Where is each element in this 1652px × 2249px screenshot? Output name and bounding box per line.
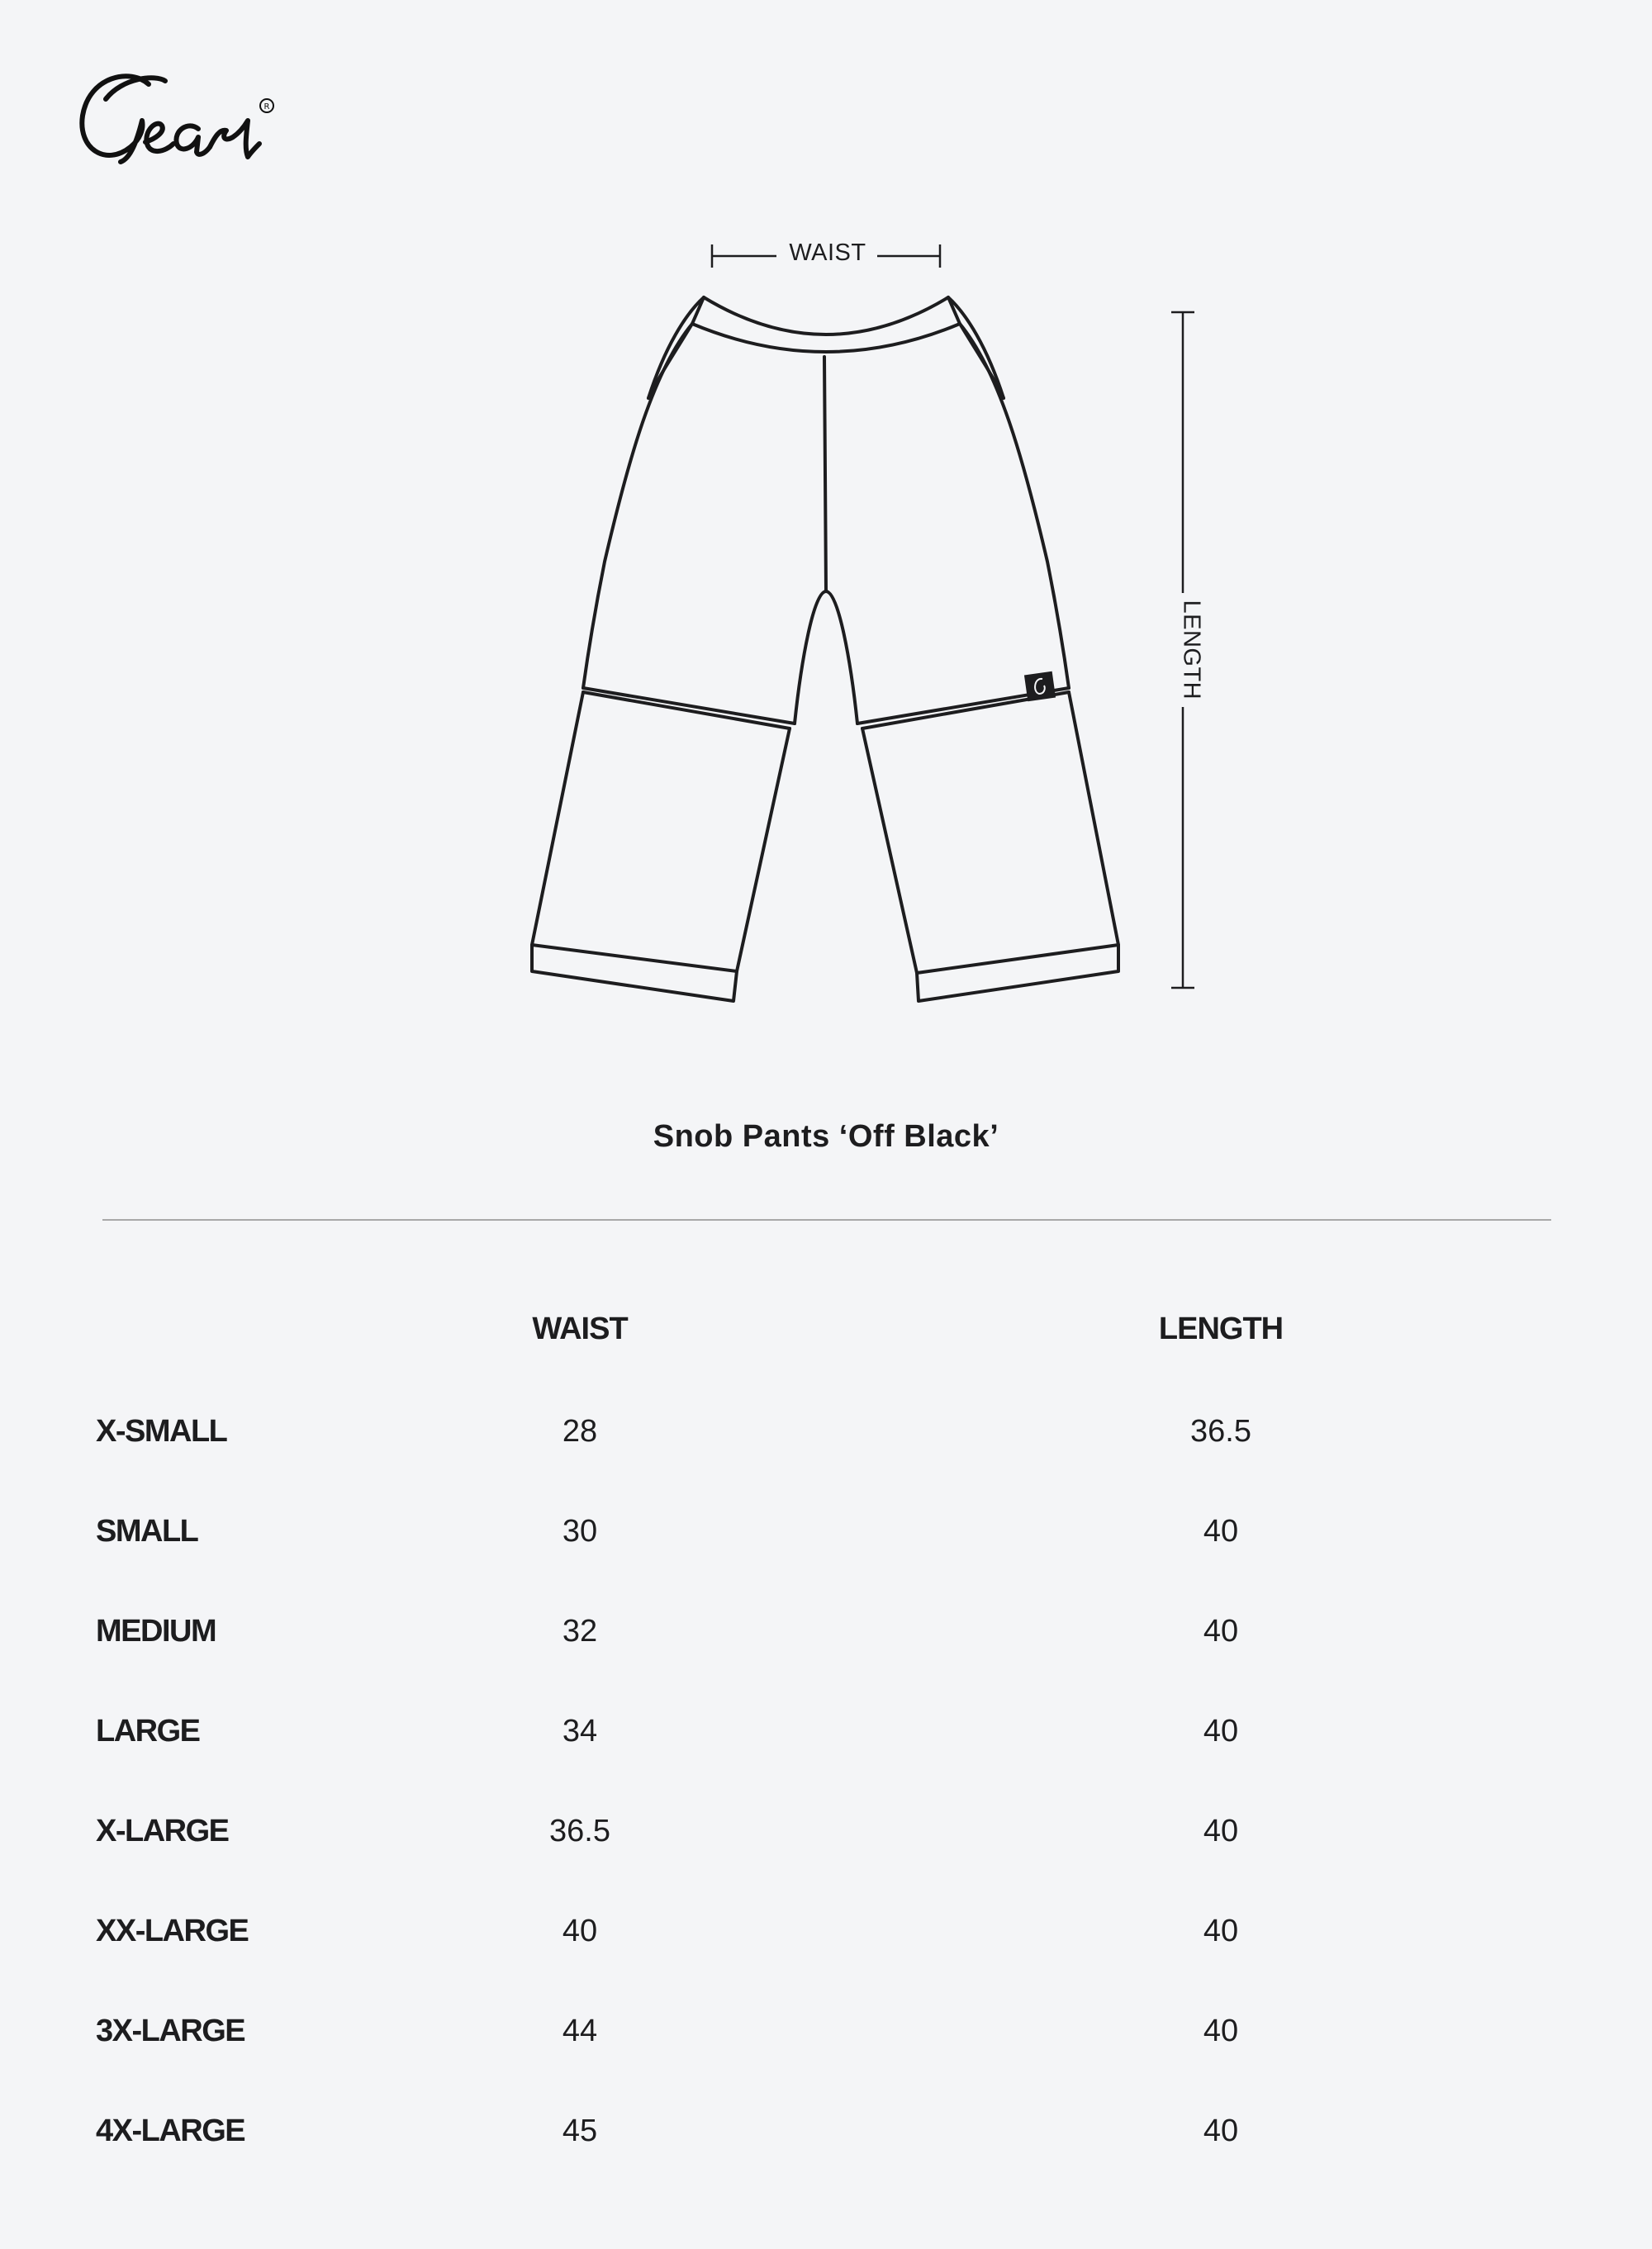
- product-title: Snob Pants ‘Off Black’: [653, 1119, 999, 1154]
- size-label: 4X-LARGE: [96, 2114, 245, 2148]
- length-value: 40: [1203, 1514, 1239, 1549]
- size-label: 3X-LARGE: [96, 2014, 245, 2048]
- table-row: [0, 2114, 1652, 2163]
- waist-value: 30: [562, 1514, 598, 1549]
- waist-value: 28: [562, 1414, 598, 1449]
- size-label: SMALL: [96, 1514, 198, 1549]
- length-dimension-label: LENGTH: [1178, 600, 1205, 700]
- label-tag-icon: [1024, 671, 1056, 701]
- size-label: X-SMALL: [96, 1414, 227, 1449]
- length-value: 40: [1203, 1614, 1239, 1649]
- length-column-header: LENGTH: [1158, 1312, 1284, 1346]
- length-value: 40: [1203, 1914, 1239, 1948]
- table-row: [0, 1814, 1652, 1863]
- waist-dimension-label: WAIST: [786, 240, 869, 267]
- size-label: MEDIUM: [96, 1614, 216, 1649]
- table-row: [0, 1614, 1652, 1663]
- table-row: [0, 1714, 1652, 1763]
- waist-value: 34: [562, 1714, 598, 1748]
- divider: [102, 1219, 1551, 1221]
- length-value: 40: [1203, 1714, 1239, 1748]
- length-value: 40: [1203, 2114, 1239, 2148]
- length-value: 40: [1203, 2014, 1239, 2048]
- waist-value: 32: [562, 1614, 598, 1649]
- size-label: XX-LARGE: [96, 1914, 249, 1948]
- table-row: [0, 1414, 1652, 1464]
- table-row: [0, 1514, 1652, 1563]
- waist-value: 45: [562, 2114, 598, 2148]
- size-label: X-LARGE: [96, 1814, 229, 1848]
- length-value: 40: [1203, 1814, 1239, 1848]
- svg-text:R: R: [263, 102, 270, 112]
- table-row: [0, 1914, 1652, 1963]
- waist-value: 36.5: [549, 1814, 610, 1848]
- length-value: 36.5: [1190, 1414, 1251, 1449]
- waist-value: 40: [562, 1914, 598, 1948]
- table-row: [0, 2014, 1652, 2063]
- pants-diagram: [0, 0, 1652, 1041]
- waist-value: 44: [562, 2014, 598, 2048]
- size-label: LARGE: [96, 1714, 200, 1748]
- pants-outline-icon: [0, 0, 1652, 1041]
- waist-column-header: WAIST: [532, 1312, 628, 1346]
